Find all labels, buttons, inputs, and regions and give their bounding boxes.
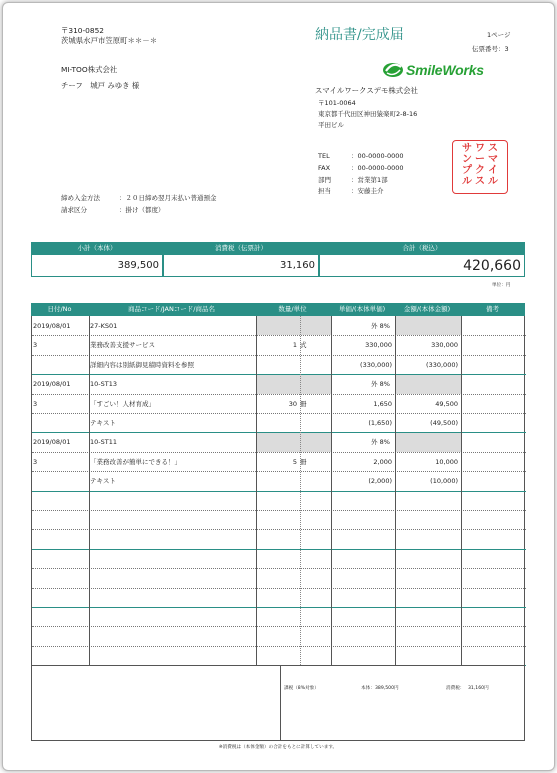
base-label: 本体： (361, 686, 375, 691)
qty-shade (256, 316, 331, 335)
sender-building: 平田ビル (318, 121, 344, 129)
item-base-price: (2,000) (368, 477, 392, 486)
item-amount: 49,500 (435, 399, 458, 408)
column-line (256, 316, 257, 665)
item-number: 3 (33, 457, 38, 466)
seal-column-3 (462, 143, 472, 193)
tel-value: ：00-0000-0000 (351, 152, 404, 160)
item-quantity: 1 (292, 341, 297, 350)
smileworks-logo-icon (382, 58, 404, 80)
closing-value: ：２０日締め翌月末払い普通預金 (119, 194, 217, 202)
row-line (32, 374, 526, 375)
page-number: 1ページ (487, 31, 511, 39)
seal-character: マ (488, 154, 498, 165)
sender-postal: 〒101-0064 (318, 99, 356, 107)
item-tax-type: 外 8% (371, 322, 390, 330)
item-base-amount: (330,000) (426, 360, 458, 369)
col-header-date: 日付/No (31, 303, 88, 316)
row-line (32, 355, 526, 356)
amount-shade (395, 374, 461, 393)
item-unit: 式 (300, 341, 307, 350)
fax-value: ：00-0000-0000 (351, 164, 404, 172)
item-quantity: 5 (292, 457, 297, 466)
item-number: 3 (33, 399, 38, 408)
billing-value: ：掛け（都度） (119, 206, 165, 214)
footnote: ※消費税は（本体金額）の合計をもとに計算しています。 (218, 745, 338, 750)
seal-character: ル (462, 176, 472, 187)
staff-label: 担当 (318, 187, 331, 195)
row-line (32, 549, 526, 550)
seal-character: ク (475, 165, 485, 176)
delivery-slip-page (31, 18, 525, 756)
row-line (32, 413, 526, 414)
seal-character: ー (475, 154, 485, 165)
amount-shade (395, 316, 461, 335)
item-base-price: (330,000) (360, 360, 392, 369)
col-header-amount: 金額/(本体金額) (394, 303, 460, 316)
row-line (32, 452, 526, 453)
item-number: 3 (33, 341, 38, 350)
item-quantity: 30 (288, 399, 297, 408)
col-header-unit-price: 単価/(本体単価) (330, 303, 394, 316)
item-amount: 10,000 (435, 457, 458, 466)
item-date: 2019/08/01 (33, 322, 71, 330)
total-header: 合計（税込） (319, 242, 525, 255)
item-note: テキスト (90, 419, 116, 427)
row-line (32, 432, 526, 433)
row-line (32, 568, 526, 569)
dept-label: 部門 (318, 176, 331, 184)
fax-label: FAX (318, 164, 331, 172)
seal-character: ス (488, 143, 498, 154)
row-line (32, 529, 526, 530)
seal-column-1 (488, 143, 498, 193)
item-unit: 冊 (300, 399, 307, 408)
item-date: 2019/08/01 (33, 380, 71, 389)
recipient-person: チーフ 城戸 みゆき 様 (61, 81, 140, 90)
recipient-company: MI-TOO株式会社 (61, 65, 118, 74)
item-tax-type: 外 8% (371, 380, 390, 389)
seal-column-2 (475, 143, 485, 193)
item-name: 業務改善支援サービス (90, 341, 155, 350)
item-base-amount: (49,500) (430, 419, 458, 427)
slip-number: 伝票番号：3 (472, 45, 509, 53)
column-line (461, 316, 462, 665)
item-amount: 330,000 (431, 341, 458, 350)
subtotal-header: 小計（本体） (31, 242, 163, 255)
item-note: テキスト (90, 477, 116, 486)
base-value: 389,500円 (375, 686, 399, 691)
total-value: 420,660 (319, 255, 525, 277)
col-header-remarks: 備考 (460, 303, 525, 316)
tel-label: TEL (318, 152, 330, 160)
item-code: 10-ST13 (90, 380, 117, 389)
seal-character: プ (462, 165, 472, 176)
row-line (32, 394, 526, 395)
staff-value: ：安藤圭介 (351, 187, 384, 195)
seal-character: ル (488, 176, 498, 187)
row-line (32, 588, 526, 589)
col-header-product: 商品コード/JANコード/商品名 (88, 303, 255, 316)
unit-label: 単位：円 (492, 283, 511, 288)
row-line (32, 471, 526, 472)
recipient-postal: 〒310-0852 (61, 26, 104, 35)
item-base-price: (1,650) (368, 419, 392, 427)
item-code: 10-ST11 (90, 438, 117, 447)
seal-character: ス (475, 176, 485, 187)
item-code: 27-KS01 (90, 322, 118, 330)
amount-shade (395, 432, 461, 451)
row-line (32, 491, 526, 492)
column-line (300, 316, 301, 665)
tax-rate-label: 課税（8%対象） (284, 686, 319, 691)
row-line (32, 626, 526, 627)
item-unit-price: 330,000 (365, 341, 392, 350)
tax-header: 消費税（伝票計） (163, 242, 319, 255)
summary-tax-label: 消費税： (446, 686, 465, 691)
seal-character: サ (462, 143, 472, 154)
closing-label: 締め入金方法 (61, 194, 100, 202)
summary-divider (280, 666, 281, 740)
summary-box (31, 665, 525, 741)
qty-shade (256, 432, 331, 451)
sender-company: スマイルワークスデモ株式会社 (315, 86, 418, 95)
item-date: 2019/08/01 (33, 438, 71, 447)
item-name: 「すごい！人材育成」 (90, 399, 155, 408)
item-unit-price: 1,650 (373, 399, 392, 408)
item-unit: 冊 (300, 457, 307, 466)
row-line (32, 335, 526, 336)
billing-label: 請求区分 (61, 206, 87, 214)
item-note: 詳細内容は別紙御見積時資料を参照 (90, 360, 194, 369)
qty-shade (256, 374, 331, 393)
item-name: 「業務改善が簡単にできる！」 (90, 457, 181, 466)
row-line (32, 607, 526, 608)
seal-character: ワ (475, 143, 485, 154)
sender-address: 東京都千代田区神田猿楽町2-8-16 (318, 110, 418, 118)
seal-character: イ (488, 165, 498, 176)
document-title: 納品書/完成届 (315, 27, 404, 43)
company-seal (452, 140, 508, 194)
dept-value: ：営業第1部 (351, 176, 388, 184)
subtotal-value: 389,500 (31, 255, 163, 277)
recipient-address: 茨城県水戸市笠原町＊＊－＊ (61, 36, 158, 45)
summary-tax-value: 31,160円 (468, 686, 489, 691)
smileworks-logo-text: SmileWorks (406, 62, 484, 78)
item-base-amount: (10,000) (430, 477, 458, 486)
row-line (32, 510, 526, 511)
row-line (32, 646, 526, 647)
col-header-qty: 数量/単位 (255, 303, 330, 316)
item-unit-price: 2,000 (373, 457, 392, 466)
item-tax-type: 外 8% (371, 438, 390, 447)
tax-value: 31,160 (163, 255, 319, 277)
seal-character: ン (462, 154, 472, 165)
